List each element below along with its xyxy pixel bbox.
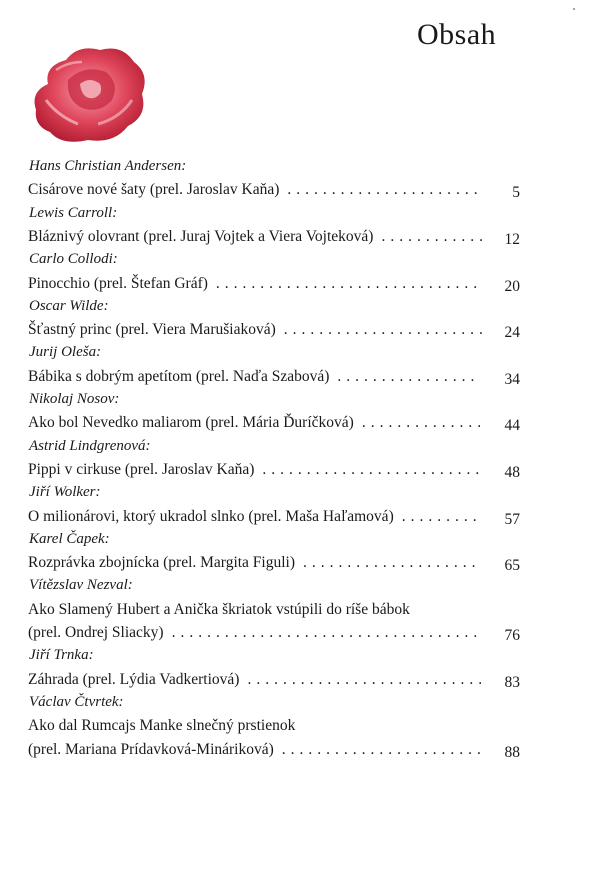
dot-leader: .......................: [283, 321, 488, 339]
entry-title: Cisárove nové šaty (prel. Jaroslav Kaňa) ......................: [28, 181, 483, 199]
entry-author: Jiří Trnka:: [29, 647, 94, 664]
entry-page-number: 5: [512, 184, 520, 202]
entry-page-number: 48: [504, 463, 520, 481]
dot-leader: ..............: [361, 414, 487, 432]
entry-title: Šťastný princ (prel. Viera Marušiaková) .......................: [28, 321, 488, 339]
entry-author: Vítězslav Nezval:: [29, 577, 133, 594]
entry-page-number: 44: [504, 417, 520, 435]
dot-leader: ...........................: [247, 670, 488, 688]
entry-title: Bábika s dobrým apetítom (prel. Naďa Szabová) ................: [28, 367, 480, 385]
entry-author: Hans Christian Andersen:: [29, 158, 187, 174]
entry-title: (prel. Mariana Prídavková-Mináriková) .......................: [28, 740, 486, 758]
page-title: Obsah: [417, 18, 497, 51]
entry-title: (prel. Ondrej Sliacky) ...................................: [28, 624, 483, 641]
entry-author: Karel Čapek:: [29, 530, 110, 547]
entry-page-number: 57: [504, 510, 520, 528]
dot-leader: ...................................: [171, 624, 483, 641]
entry-title: Ako bol Nevedko maliarom (prel. Mária Ďuríčková) ..............: [28, 414, 487, 432]
entry-title: Pinocchio (prel. Štefan Gráf) ..............................: [28, 274, 483, 292]
entry-author: Jurij Oleša:: [29, 344, 102, 361]
entry-author: Nikolaj Nosov:: [29, 391, 120, 407]
entry-title: Bláznivý olovrant (prel. Juraj Vojtek a Viera Vojteková) ............: [28, 227, 488, 245]
dot-leader: ................: [337, 367, 480, 385]
dot-leader: .........................: [262, 460, 485, 478]
entry-author: Václav Čtvrtek:: [29, 693, 124, 710]
entry-title: O milionárovi, ktorý ukradol slnko (prel. Maša Haľamová) .........: [28, 507, 482, 525]
entry-author: Lewis Carroll:: [29, 204, 118, 221]
dot-leader: ....................: [303, 554, 481, 572]
dot-leader: ......................: [287, 181, 483, 199]
entry-page-number: 88: [504, 743, 520, 761]
entry-author: Oscar Wilde:: [29, 297, 109, 314]
dot-leader: .......................: [281, 740, 486, 758]
entry-page-number: 12: [504, 230, 520, 248]
entry-title: Pippi v cirkuse (prel. Jaroslav Kaňa) .........................: [28, 460, 485, 478]
entry-page-number: 34: [504, 370, 520, 388]
entry-page-number: 20: [504, 277, 520, 295]
entry-page-number: 24: [504, 324, 520, 342]
entry-page-number: 76: [504, 627, 520, 644]
dot-leader: .........: [401, 507, 482, 525]
entry-title: Záhrada (prel. Lýdia Vadkertiová) ...........................: [28, 670, 488, 688]
dot-leader: ............: [381, 227, 488, 245]
entry-title: Ako dal Rumcajs Manke slnečný prstienok: [28, 717, 296, 735]
entry-author: Astrid Lindgrenová:: [29, 437, 151, 454]
entry-page-number: 65: [504, 557, 520, 575]
entry-page-number: 83: [504, 673, 520, 691]
entry-author: Jiří Wolker:: [29, 484, 101, 501]
entry-author: Carlo Collodi:: [29, 251, 118, 268]
entry-title: Rozprávka zbojnícka (prel. Margita Figuli) ....................: [28, 554, 481, 572]
dot-leader: ..............................: [215, 274, 483, 292]
entry-title: Ako Slamený Hubert a Anička škriatok vstúpili do ríše bábok: [28, 600, 410, 618]
